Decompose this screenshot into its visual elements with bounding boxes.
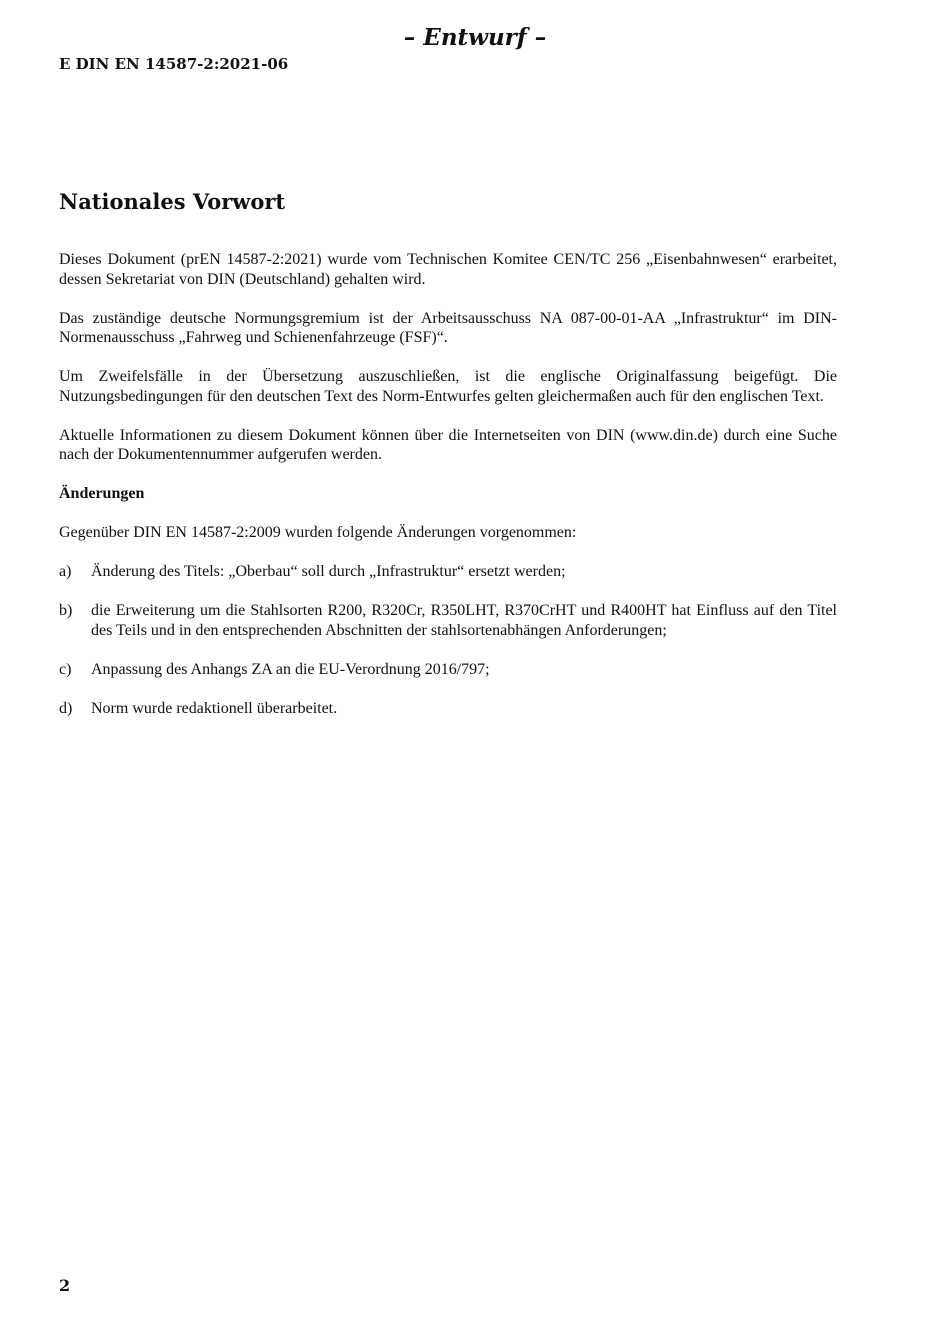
- list-item: [59, 601, 837, 640]
- paragraph: Dieses Dokument (prEN 14587-2:2021) wurde vom Technischen Komitee CEN/TC 256 „Eisenbahnwesen“ erarbeitet, dessen Sekretariat von DIN (Deutschland) gehalten wird.: [59, 251, 837, 288]
- document-id: E DIN EN 14587-2:2021-06: [59, 55, 289, 73]
- list-marker: d): [59, 699, 73, 717]
- list-marker: b): [59, 602, 73, 619]
- list-text: Änderung des Titels: „Oberbau“ soll durch „Infrastruktur“ ersetzt werden;: [91, 563, 566, 580]
- page-number: 2: [59, 1276, 71, 1295]
- draft-label: – Entwurf –: [403, 24, 547, 51]
- list-item: [59, 660, 837, 680]
- paragraph: Aktuelle Informationen zu diesem Dokument können über die Internetseiten von DIN (www.din.de) durch eine Suche nach der Dokumentennummer aufgerufen werden.: [59, 426, 837, 463]
- changes-heading: Änderungen: [59, 485, 145, 502]
- section-title: Nationales Vorwort: [59, 189, 286, 214]
- paragraph: Um Zweifelsfälle in der Übersetzung auszuschließen, ist die englische Originalfassung beigefügt. Die Nutzungsbedingungen für den deutschen Text des Norm-Entwurfes gelten gleichermaßen auch für den englischen Text.: [59, 368, 837, 405]
- list-marker: c): [59, 660, 72, 678]
- changes-intro: Gegenüber DIN EN 14587-2:2009 wurden folgende Änderungen vorgenommen:: [59, 524, 577, 541]
- list-text: die Erweiterung um die Stahlsorten R200, R320Cr, R350LHT, R370CrHT und R400HT hat Einfluss auf den Titel des Teils und in den entsprechenden Abschnitten der stahlsortenabhängen Anforderungen;: [91, 602, 837, 639]
- list-item: [59, 699, 837, 719]
- list-item: [59, 562, 837, 582]
- list-text: Anpassung des Anhangs ZA an die EU-Verordnung 2016/797;: [91, 660, 490, 678]
- list-marker: a): [59, 563, 72, 580]
- paragraph: Das zuständige deutsche Normungsgremium ist der Arbeitsausschuss NA 087-00-01-AA „Infrastruktur“ im DIN-Normenausschuss „Fahrweg und Schienenfahrzeuge (FSF)“.: [59, 309, 837, 346]
- main-content: [59, 186, 837, 738]
- list-text: Norm wurde redaktionell überarbeitet.: [91, 699, 338, 717]
